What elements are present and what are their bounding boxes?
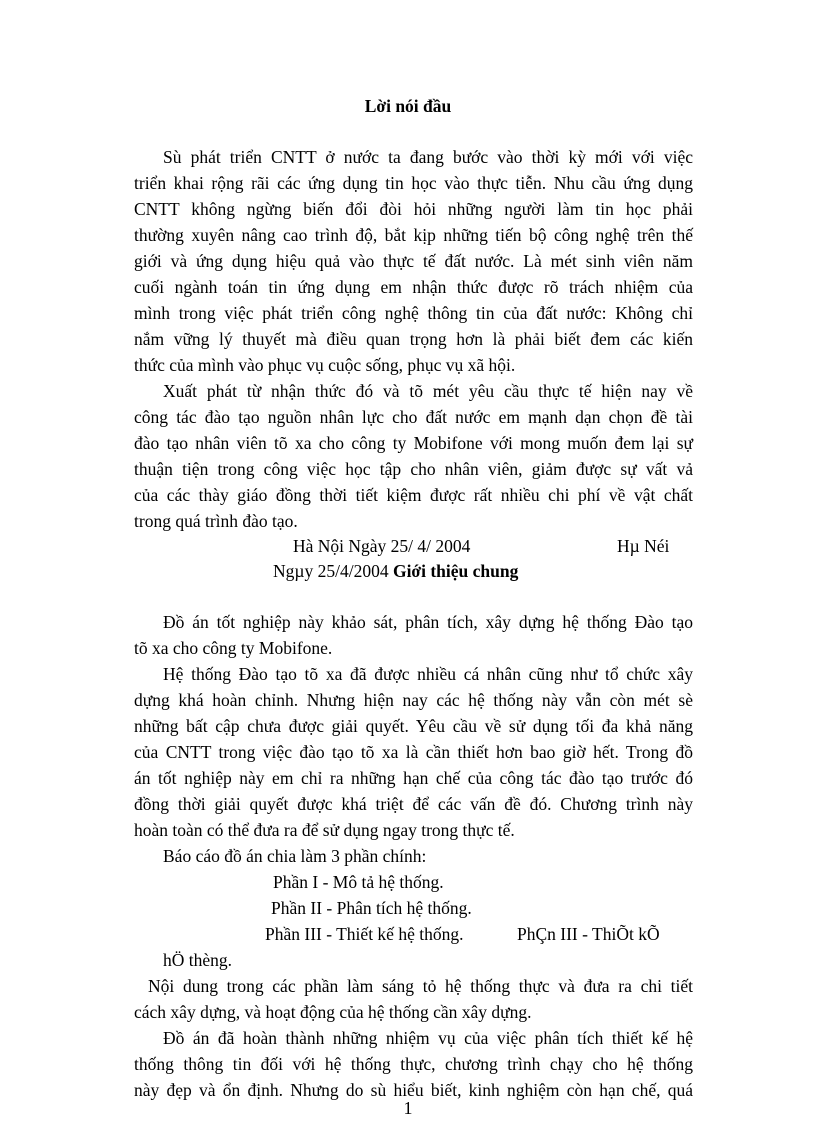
part-1: Phần I - Mô tả hệ thống. xyxy=(273,872,444,892)
para2-line-2: công tác đào tạo nguồn nhân lực cho đất nước em mạnh dạn chọn đề tài xyxy=(134,407,693,427)
para5-line-2: cách xây dựng, và hoạt động của hệ thống cần xây dựng. xyxy=(134,1002,532,1022)
para1-line-9: thức của mình vào phục vụ cuộc sống, phục vụ xã hội. xyxy=(134,355,516,375)
para1-line-5: giới và ứng dụng hiệu quả vào thực tế đất nước. Là mét sinh viên năm xyxy=(134,251,693,271)
date-line: Hà Nội Ngày 25/ 4/ 2004 xyxy=(293,536,471,556)
garbled-location: Hµ Néi xyxy=(617,536,670,556)
para1-line-4: thường xuyên nâng cao trình độ, bắt kịp những tiến bộ công nghệ trên thế xyxy=(134,225,693,245)
para4-line-5: án tốt nghiệp này em chỉ ra những hạn chế của công tác đào tạo trước đó xyxy=(134,768,693,788)
para5-line-1: Nội dung trong các phần làm sáng tỏ hệ thống thực và đưa ra chi tiết xyxy=(148,976,693,996)
garbled-part-3: PhÇn III - ThiÕt kÕ xyxy=(517,924,660,944)
part-3: Phần III - Thiết kế hệ thống. xyxy=(265,924,464,944)
para1-line-1: Sù phát triển CNTT ở nước ta đang bước vào thời kỳ mới với việc xyxy=(163,147,693,167)
para4-line-4: của CNTT trong việc đào tạo tõ xa là cần thiết hơn bao giờ hết. Trong đồ xyxy=(134,742,693,762)
para1-line-6: cuối ngành toán tin ứng dụng em nhận thức được rõ trách nhiệm của xyxy=(134,277,693,297)
para4-line-3: những bất cập chưa được giải quyết. Yêu cầu về sử dụng tối đa khả năng xyxy=(134,716,693,736)
para1-line-8: nắm vững lý thuyết mà điều quan trọng hơn là phải biết đem các kiến xyxy=(134,329,693,349)
para3-line-1: Đồ án tốt nghiệp này khảo sát, phân tích, xây dựng hệ thống Đào tạo xyxy=(163,612,693,632)
para1-line-3: CNTT không ngừng biến đổi đòi hỏi những người làm tin học phải xyxy=(134,199,693,219)
garbled-date: Ngµy 25/4/2004 xyxy=(273,561,389,581)
para2-line-1: Xuất phát từ nhận thức đó và tõ mét yêu cầu thực tế hiện nay về xyxy=(163,381,693,401)
para4-line-2: dựng khá hoàn chỉnh. Nhưng hiện nay các hệ thống này vẫn còn mét sè xyxy=(134,690,693,710)
para6-line-3: này đẹp và ổn định. Nhưng do sù hiểu biết, kinh nghiệm còn hạn chế, quá xyxy=(134,1080,693,1100)
para4-line-6: đồng thời giải quyết được khá triệt để các vấn đề đó. Chương trình này xyxy=(134,794,693,814)
report-intro: Báo cáo đồ án chia làm 3 phần chính: xyxy=(163,846,427,866)
page-number: 1 xyxy=(403,1098,413,1118)
para2-line-5: của các thày giáo đồng thời tiết kiệm được rất nhiều chi phí về vật chất xyxy=(134,485,693,505)
para2-line-3: đào tạo nhân viên tõ xa cho công ty Mobifone với mong muốn đem lại sự xyxy=(134,433,693,453)
section-heading-line xyxy=(273,560,518,582)
para3-line-2: tõ xa cho công ty Mobifone. xyxy=(134,638,333,658)
para6-line-1: Đồ án đã hoàn thành những nhiệm vụ của việc phân tích thiết kế hệ xyxy=(163,1028,693,1048)
para2-line-4: thuận tiện trong công việc học tập cho nhân viên, giảm được sự vất vả xyxy=(134,459,693,479)
part-2: Phần II - Phân tích hệ thống. xyxy=(271,898,472,918)
para1-line-7: mình trong việc phát triển công nghệ thông tin của đất nước: Không chỉ xyxy=(134,303,693,323)
garbled-part-3-cont: hÖ thèng. xyxy=(163,950,233,970)
para6-line-2: thống thông tin đối với hệ thống thực, chương trình chạy cho hệ thống xyxy=(134,1054,693,1074)
document-title: Lời nói đầu xyxy=(364,96,452,116)
para4-line-7: hoàn toàn có thể đưa ra để sử dụng ngay trong thực tế. xyxy=(134,820,515,840)
para4-line-1: Hệ thống Đào tạo tõ xa đã được nhiều cá nhân cũng như tổ chức xây xyxy=(163,664,693,684)
para1-line-2: triển khai rộng rãi các ứng dụng tin học vào thực tiễn. Nhu cầu ứng dụng xyxy=(134,173,693,193)
para2-line-6: trong quá trình đào tạo. xyxy=(134,511,298,531)
section-title: Giới thiệu chung xyxy=(392,561,519,581)
